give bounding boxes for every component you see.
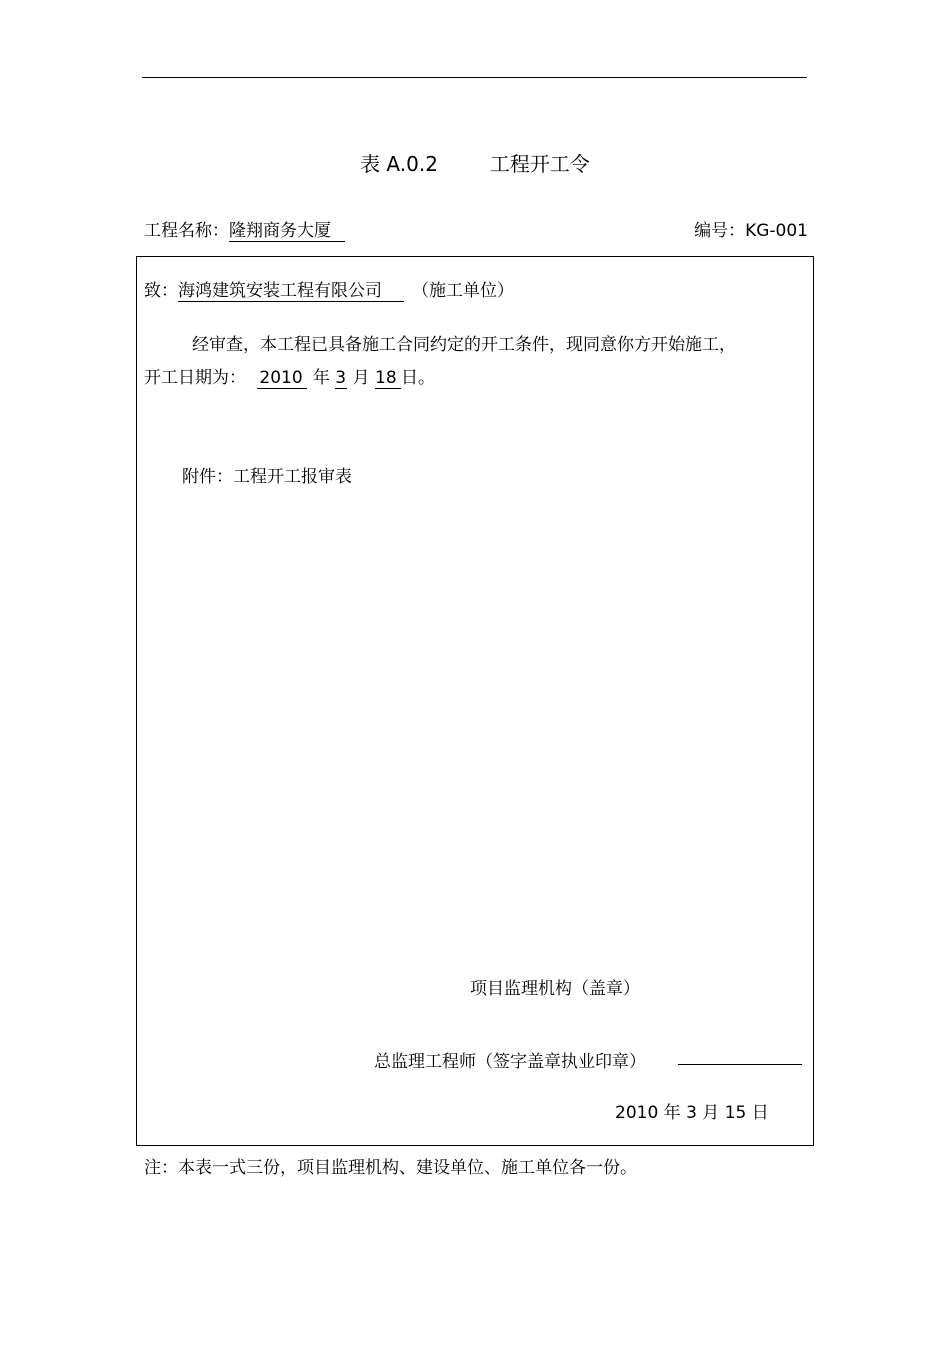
project-name-label: 工程名称： bbox=[144, 221, 229, 241]
form-name: 工程开工令 bbox=[489, 152, 590, 176]
start-date-day: 18 bbox=[375, 368, 401, 389]
project-name-row bbox=[144, 216, 345, 242]
footnote: 注：本表一式三份，项目监理机构、建设单位、施工单位各一份。 bbox=[144, 1158, 637, 1178]
body-line-1: 经审查，本工程已具备施工合同约定的开工条件，现同意你方开始施工， bbox=[192, 335, 736, 355]
signature-line bbox=[678, 1064, 802, 1065]
start-date-day-unit: 日。 bbox=[401, 368, 436, 388]
supervision-org: 项目监理机构（盖章） bbox=[470, 979, 640, 999]
header-rule bbox=[142, 77, 807, 78]
start-date-label: 开工日期为： bbox=[144, 368, 246, 388]
start-date-year-unit: 年 bbox=[312, 368, 330, 388]
chief-engineer-label: 总监理工程师（签字盖章执业印章） bbox=[374, 1052, 646, 1072]
addressee-row bbox=[144, 276, 514, 302]
form-code: 表 A.0.2 bbox=[360, 152, 438, 176]
document-title bbox=[0, 148, 950, 177]
document-number bbox=[694, 216, 808, 241]
start-date-year: 2010 bbox=[257, 368, 307, 389]
addressee-suffix: （施工单位） bbox=[412, 281, 514, 301]
attachment: 附件：工程开工报审表 bbox=[182, 467, 352, 487]
project-name-value: 隆翔商务大厦 bbox=[229, 221, 345, 242]
start-date-month: 3 bbox=[335, 368, 347, 388]
start-date-row bbox=[144, 363, 435, 389]
document-number-value: KG-001 bbox=[745, 221, 808, 241]
form-box bbox=[136, 256, 814, 1146]
sign-date: 2010 年 3 月 15 日 bbox=[615, 1103, 769, 1123]
start-date-month-unit: 月 bbox=[352, 368, 370, 388]
addressee-value: 海鸿建筑安装工程有限公司 bbox=[178, 281, 404, 302]
addressee-label: 致： bbox=[144, 281, 178, 301]
document-number-label: 编号： bbox=[694, 221, 746, 241]
